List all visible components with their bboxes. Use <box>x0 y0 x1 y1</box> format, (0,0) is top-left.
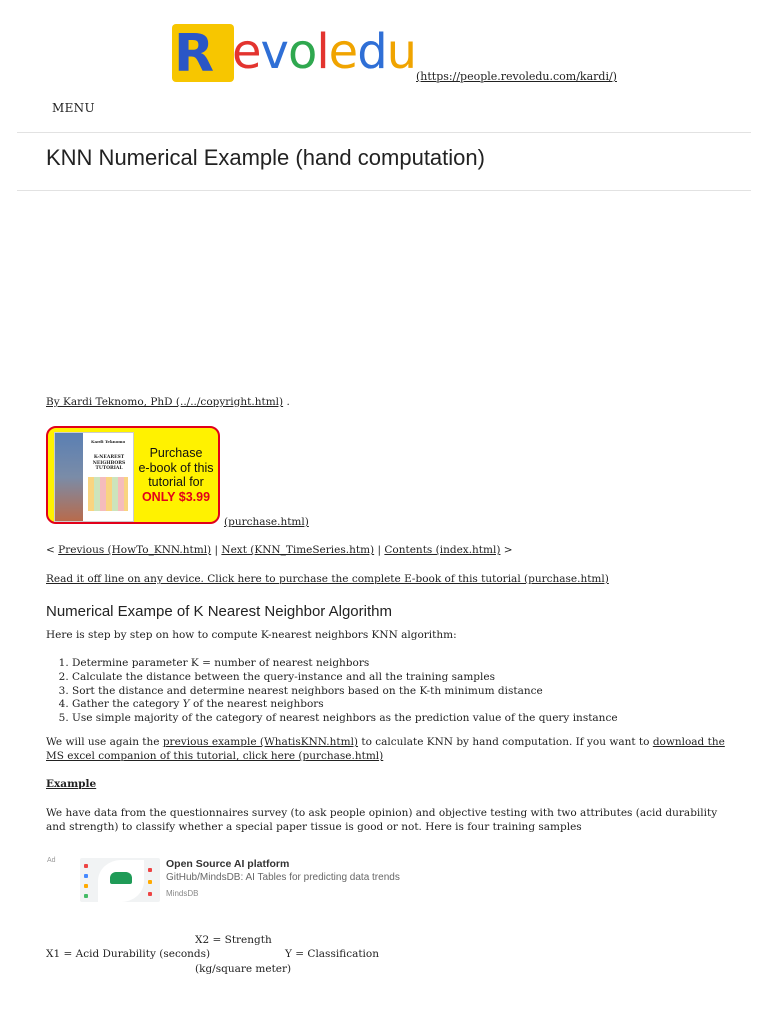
logo-letter: v <box>260 24 288 80</box>
banner-price: ONLY $3.99 <box>141 489 211 504</box>
nav-separator: | <box>377 544 382 556</box>
home-link[interactable]: (https://people.revoledu.com/kardi/) <box>416 70 617 83</box>
page-navigation <box>46 544 513 556</box>
list-item: 1. Determine parameter K = number of nearest neighbors <box>72 657 618 671</box>
next-link[interactable]: Next (KNN_TimeSeries.htm) <box>221 544 375 556</box>
logo-letter: l <box>316 24 329 80</box>
paragraph: We have data from the questionnaires survey (to ask people opinion) and objective testing with two attributes (acid durability and strength) to classify whether a special paper tissue is good or not. Here is four training samples <box>46 807 718 833</box>
revoledu-logo-icon[interactable] <box>172 24 234 82</box>
table-header-x2-line: X2 = Strength <box>195 934 272 946</box>
table-header-y: Y = Classification <box>285 948 379 960</box>
table-header-x2 <box>195 933 291 976</box>
purchase-banner[interactable] <box>46 426 220 524</box>
list-item: 5. Use simple majority of the category of nearest neighbors as the prediction value of the query instance <box>72 712 618 726</box>
banner-text <box>134 446 218 504</box>
example-heading: Example <box>46 778 97 790</box>
site-header <box>0 0 768 132</box>
table-header-x2-line: (kg/square meter) <box>195 963 292 975</box>
logo-letter: R <box>174 24 215 82</box>
author-line <box>46 395 726 409</box>
dot-icon <box>84 864 88 868</box>
logo-letter: e <box>328 24 358 80</box>
dot-icon <box>148 868 152 872</box>
ebook-cover <box>54 432 134 522</box>
nav-close: > <box>503 544 513 556</box>
mindsdb-bear-icon <box>110 872 132 884</box>
ad-title[interactable]: Open Source AI platform <box>166 858 290 870</box>
paragraph-text: We will use again the <box>46 736 163 748</box>
logo-letter: d <box>357 24 387 80</box>
divider <box>17 132 751 133</box>
book-illustration <box>88 477 128 511</box>
logo-letter: e <box>232 24 261 80</box>
ad-label: Ad <box>47 857 56 864</box>
read-offline-link[interactable]: Read it off line on any device. Click here to purchase the complete E-book of this tutorial (purchase.html) <box>46 573 609 585</box>
logo-letter: u <box>386 24 417 80</box>
previous-example-link[interactable]: previous example (WhatisKNN.html) <box>162 736 359 748</box>
book-title: K-NEAREST NEIGHBORS TUTORIAL <box>92 455 126 471</box>
divider <box>17 190 751 191</box>
step-text: of the nearest neighbors <box>192 698 324 711</box>
author-suffix: . <box>283 396 290 408</box>
nav-separator: | <box>214 544 219 556</box>
list-item <box>72 698 618 712</box>
step-variable: Y <box>182 698 190 711</box>
nav-open: < <box>46 544 55 556</box>
logo-letter: o <box>287 24 317 80</box>
paragraph <box>46 735 736 763</box>
banner-line: e-book of this <box>138 460 214 475</box>
banner-line: Purchase <box>149 446 203 460</box>
dot-icon <box>84 874 88 878</box>
intro-text: Here is step by step on how to compute K-nearest neighbors KNN algorithm: <box>46 629 457 641</box>
paragraph-text: to calculate KNN by hand computation. If you want to <box>358 736 653 748</box>
purchase-link[interactable]: (purchase.html) <box>224 516 309 528</box>
table-header-x1: X1 = Acid Durability (seconds) <box>46 948 211 960</box>
book-author: Kardi Teknomo <box>91 439 126 444</box>
previous-link[interactable]: Previous (HowTo_KNN.html) <box>58 544 212 556</box>
dot-icon <box>148 880 152 884</box>
dot-icon <box>84 884 88 888</box>
ad-source: MindsDB <box>166 889 199 898</box>
menu-button[interactable]: MENU <box>52 101 95 115</box>
book-spine <box>55 433 83 521</box>
step-text: Gather the category <box>72 698 180 711</box>
download-excel-link[interactable]: download the MS excel companion of this tutorial, click here (purchase.html) <box>46 736 725 762</box>
dot-icon <box>148 892 152 896</box>
contents-link[interactable]: Contents (index.html) <box>384 544 501 556</box>
page-title: KNN Numerical Example (hand computation) <box>46 145 485 170</box>
author-link[interactable]: By Kardi Teknomo, PhD (../../copyright.html) <box>46 396 284 408</box>
ad-description: GitHub/MindsDB: AI Tables for predicting data trends <box>166 872 400 883</box>
revoledu-logo-text[interactable] <box>232 24 416 80</box>
list-item: 2. Calculate the distance between the query-instance and all the training samples <box>72 671 618 685</box>
steps-list <box>72 657 618 726</box>
list-item: 3. Sort the distance and determine nearest neighbors based on the K-th minimum distance <box>72 685 618 699</box>
banner-line: tutorial for <box>148 475 204 489</box>
dot-icon <box>84 894 88 898</box>
mindsdb-thumbnail[interactable] <box>80 858 160 902</box>
advertisement[interactable] <box>46 856 406 906</box>
section-title: Numerical Exampe of K Nearest Neighbor Algorithm <box>46 603 392 620</box>
